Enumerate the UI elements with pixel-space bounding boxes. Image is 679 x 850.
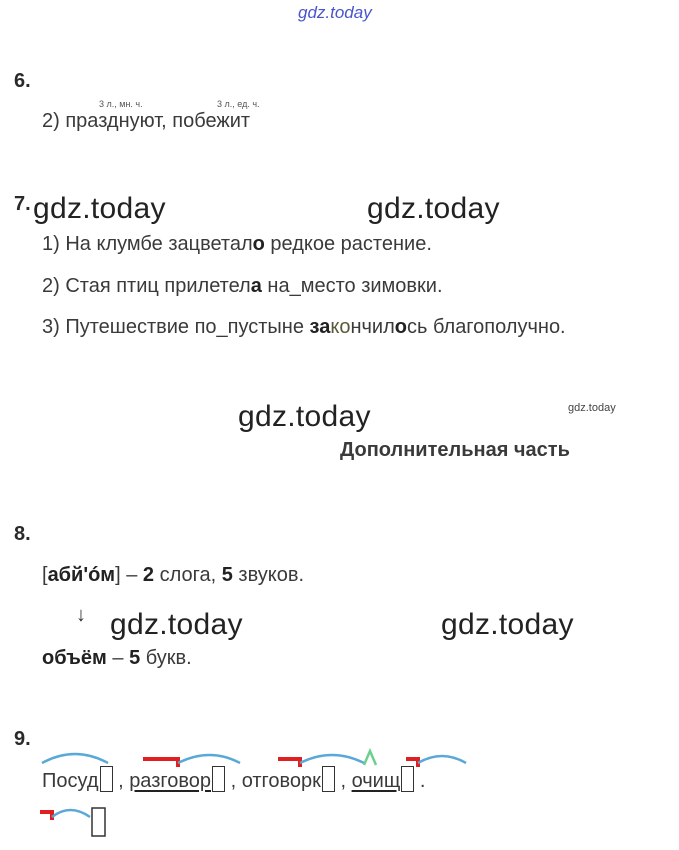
section-title: Дополнительная часть (340, 439, 570, 461)
ending-box-3 (322, 766, 335, 792)
prefix-mark-4 (40, 812, 52, 820)
watermark-small: gdz.today (568, 402, 616, 414)
task-6-label-plural: 3 л., мн. ч. (99, 99, 143, 109)
header-watermark: gdz.today (298, 3, 372, 22)
root-arc-5 (52, 810, 90, 817)
root-arc-3 (300, 755, 364, 763)
ending-box-4 (401, 766, 414, 792)
ending-box-5 (92, 808, 105, 836)
root-arc-1 (42, 754, 108, 763)
root-arc-2 (178, 755, 240, 763)
task-8-number: 8. (14, 523, 31, 545)
task-6-line: 2) празднуют, побежит (42, 110, 251, 132)
watermark-5: gdz.today (441, 608, 574, 641)
suffix-mark (364, 751, 376, 765)
task-7-number: 7. (14, 193, 31, 215)
task-6-label-singular: 3 л., ед. ч. (217, 99, 260, 109)
morpheme-marks (0, 745, 679, 845)
watermark-4: gdz.today (110, 608, 243, 641)
root-arc-4 (418, 756, 466, 763)
task-9-line: Посуд , разговор , отговорк , очищ . (42, 766, 425, 793)
task-7-line-1: 1) На клумбе зацветало редкое растение. (42, 233, 432, 255)
task-7-line-3: 3) Путешествие по_пустыне закончилось благополучно. (42, 316, 566, 338)
down-arrow-icon: ↓ (76, 604, 86, 626)
task-8-line-1: [абй'óм] – 2 слога, 5 звуков. (42, 564, 305, 586)
ending-box-2 (212, 766, 225, 792)
task-9-number: 9. (14, 728, 31, 750)
task-8-line-2: объём – 5 букв. (42, 647, 192, 669)
task-6-number: 6. (14, 70, 31, 92)
ending-box-1 (100, 766, 113, 792)
watermark-3: gdz.today (238, 400, 371, 433)
watermark-2: gdz.today (367, 192, 500, 225)
watermark-1: gdz.today (33, 192, 166, 225)
task-7-line-2: 2) Стая птиц прилетела на_место зимовки. (42, 275, 443, 297)
